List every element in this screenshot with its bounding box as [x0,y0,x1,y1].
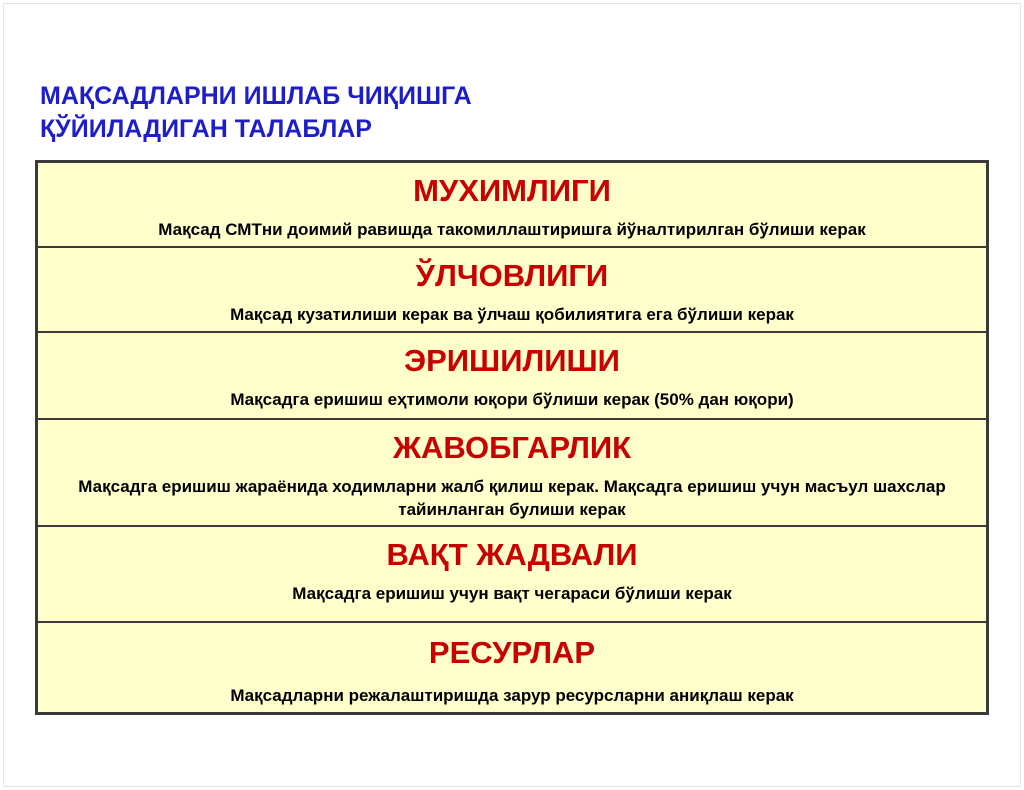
requirement-heading: МУХИМЛИГИ [413,173,611,208]
requirement-description: Мақсад СМТни доимий равишда такомиллаштиришга йўналтирилган бўлиши керак [158,220,866,239]
slide-title [40,80,472,146]
requirement-description: Мақсадга еришиш еҳтимоли юқори бўлиши керак (50% дан юқори) [230,390,794,409]
requirement-row-measurability [38,248,986,333]
title-line-2: ҚЎЙИЛАДИГАН ТАЛАБЛАР [40,115,372,143]
requirement-heading: ЖАВОБГАРЛИК [392,430,632,465]
requirement-description: Мақсад кузатилиши керак ва ўлчаш қобилиятига ега бўлиши керак [230,305,794,324]
requirement-row-timeline [38,527,986,623]
requirement-description: Мақсадга еришиш учун вақт чегараси бўлиши керак [292,584,732,603]
requirement-heading: ВАҚТ ЖАДВАЛИ [386,537,638,572]
requirement-heading: РЕСУРЛАР [428,635,596,670]
requirement-heading: ЭРИШИЛИШИ [404,343,620,378]
requirement-row-achievability [38,333,986,420]
requirement-row-responsibility [38,420,986,527]
title-line-1: МАҚСАДЛАРНИ ИШЛАБ ЧИҚИШГА [40,82,472,110]
requirement-row-resources [38,623,986,712]
requirement-row-importance [38,163,986,248]
requirements-table [35,160,989,715]
requirement-heading: ЎЛЧОВЛИГИ [415,258,609,293]
requirement-description: Мақсадга еришиш жараёнида ходимларни жалб қилиш керак. Мақсадга еришиш учун масъул шахслар тайинланган булиши керак [78,477,946,519]
requirement-description: Мақсадларни режалаштиришда зарур ресурсларни аниқлаш керак [230,686,794,705]
